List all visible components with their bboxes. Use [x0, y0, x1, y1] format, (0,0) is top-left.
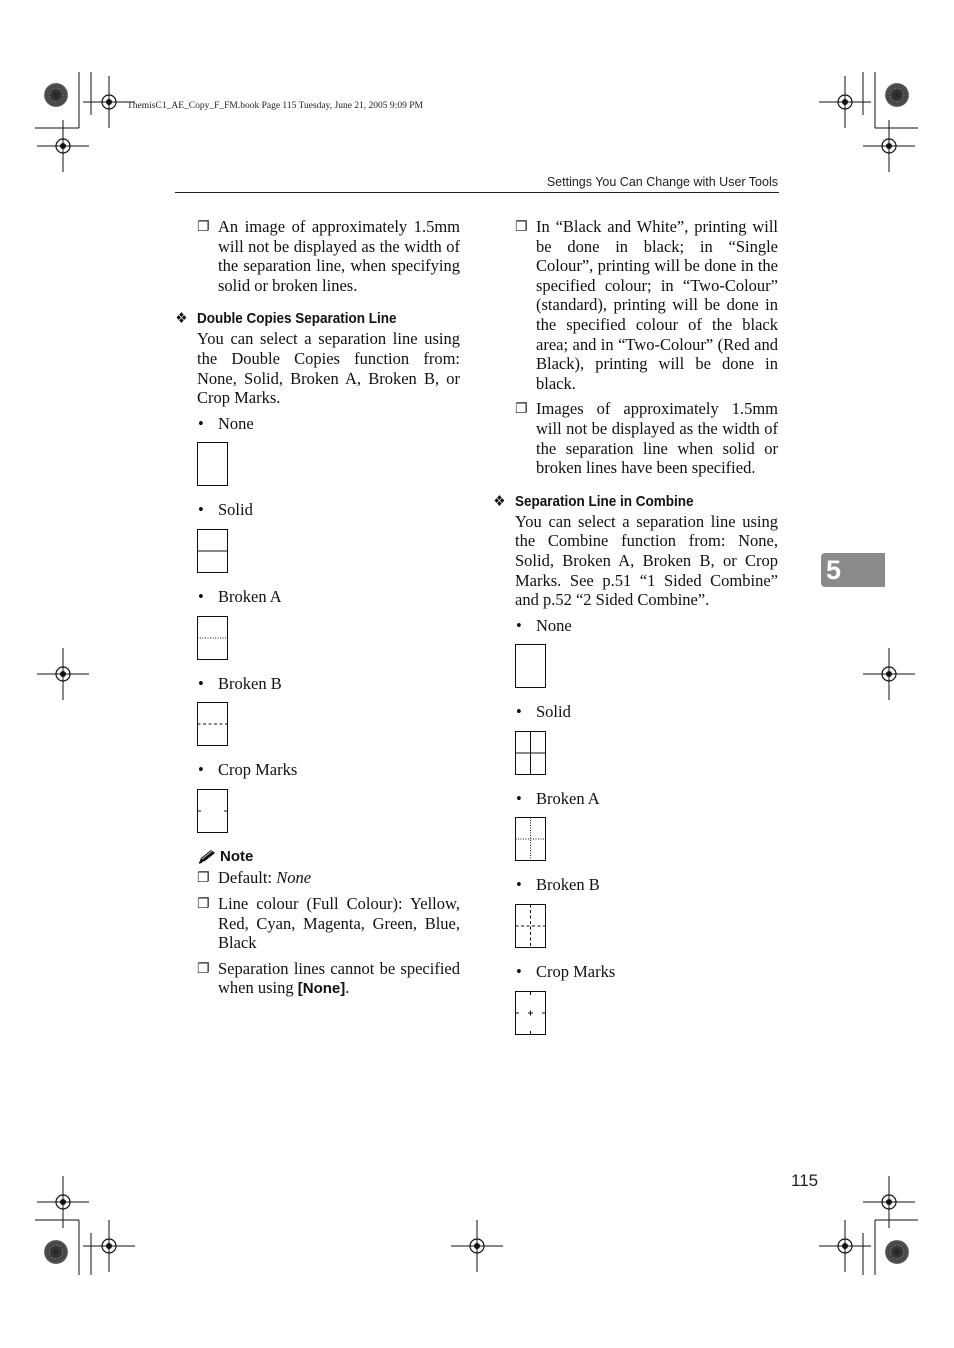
section-body: You can select a separation line using the Double Copies function from: None, Solid, Broken A, Broken B, or Crop Marks. [197, 329, 460, 408]
checkbox-bullet-icon: ❐ [197, 960, 210, 977]
list-item: ❐ In “Black and White”, printing will be done in black; in “Single Colour”, printing will be done in the specified colour; in “Two-Colour” (standard), printing will be done in the specified colour of the black area; and in “Two-Colour” (Red and Black), printing will be done in black. [515, 217, 778, 393]
note-heading: Note [197, 847, 460, 867]
diagram-none-icon [197, 442, 229, 487]
option-crop-marks: • Crop Marks [516, 962, 616, 982]
list-item: ❐ An image of approximately 1.5mm will not be displayed as the width of the separation line, when specifying solid or broken lines. [197, 217, 460, 295]
diagram-broken-a-icon [197, 616, 229, 661]
list-item: ❐ Images of approximately 1.5mm will not be displayed as the width of the separation line when solid or broken lines have been specified. [515, 399, 778, 478]
option-solid: • Solid [516, 702, 571, 722]
note-item-line-colour: ❐ Line colour (Full Colour): Yellow, Red, Cyan, Magenta, Green, Blue, Black [197, 893, 460, 953]
section-body: You can select a separation line using the Combine function from: None, Solid, Broken A, Broken B, or Crop Marks. See p.51 “1 Sided Combine” and p.52 “2 Sided Combine”. [515, 511, 778, 610]
option-none: • None [198, 413, 254, 433]
diamond-bullet-icon: ❖ [175, 309, 188, 328]
option-none: • None [516, 615, 572, 635]
diagram-solid-icon [197, 529, 229, 574]
none-key-label: [None] [297, 980, 346, 998]
diagram-broken-b-cross-icon [515, 904, 547, 949]
option-broken-a: • Broken A [198, 586, 282, 606]
right-column [493, 217, 778, 1049]
checkbox-bullet-icon: ❐ [197, 870, 210, 887]
checkbox-bullet-icon: ❐ [197, 219, 210, 235]
page-number: 115 [791, 1171, 819, 1190]
diamond-bullet-icon: ❖ [493, 491, 506, 510]
diagram-broken-a-cross-icon [515, 817, 547, 862]
option-crop-marks: • Crop Marks [198, 760, 298, 780]
diagram-crop-marks-icon [197, 789, 229, 834]
option-broken-b: • Broken B [198, 673, 282, 693]
diagram-crop-marks-cross-icon [515, 991, 547, 1036]
checkbox-bullet-icon: ❐ [515, 401, 528, 418]
option-broken-b: • Broken B [516, 875, 600, 895]
note-item-cannot-specify: ❐ Separation lines cannot be specified when using [None]. [197, 958, 460, 998]
running-head: Settings You Can Change with User Tools [546, 175, 778, 189]
section-title-combine: ❖ Separation Line in Combine [493, 491, 694, 510]
checkbox-bullet-icon: ❐ [197, 895, 210, 912]
section-title-double-copies: ❖ Double Copies Separation Line [175, 309, 397, 328]
header-rule [175, 192, 779, 193]
option-broken-a: • Broken A [516, 788, 600, 808]
checkbox-bullet-icon: ❐ [515, 219, 528, 235]
diagram-none-icon [515, 644, 547, 689]
pencil-note-icon [197, 849, 217, 865]
diagram-solid-cross-icon [515, 731, 547, 776]
diagram-broken-b-icon [197, 702, 229, 747]
option-solid: • Solid [198, 500, 253, 520]
left-column [175, 217, 460, 1005]
chapter-tab: 5 [821, 553, 885, 587]
note-item-default: ❐ Default: None [197, 868, 312, 888]
printer-info-line: ThemisC1_AE_Copy_F_FM.book Page 115 Tuesday, June 21, 2005 9:09 PM [127, 101, 423, 111]
